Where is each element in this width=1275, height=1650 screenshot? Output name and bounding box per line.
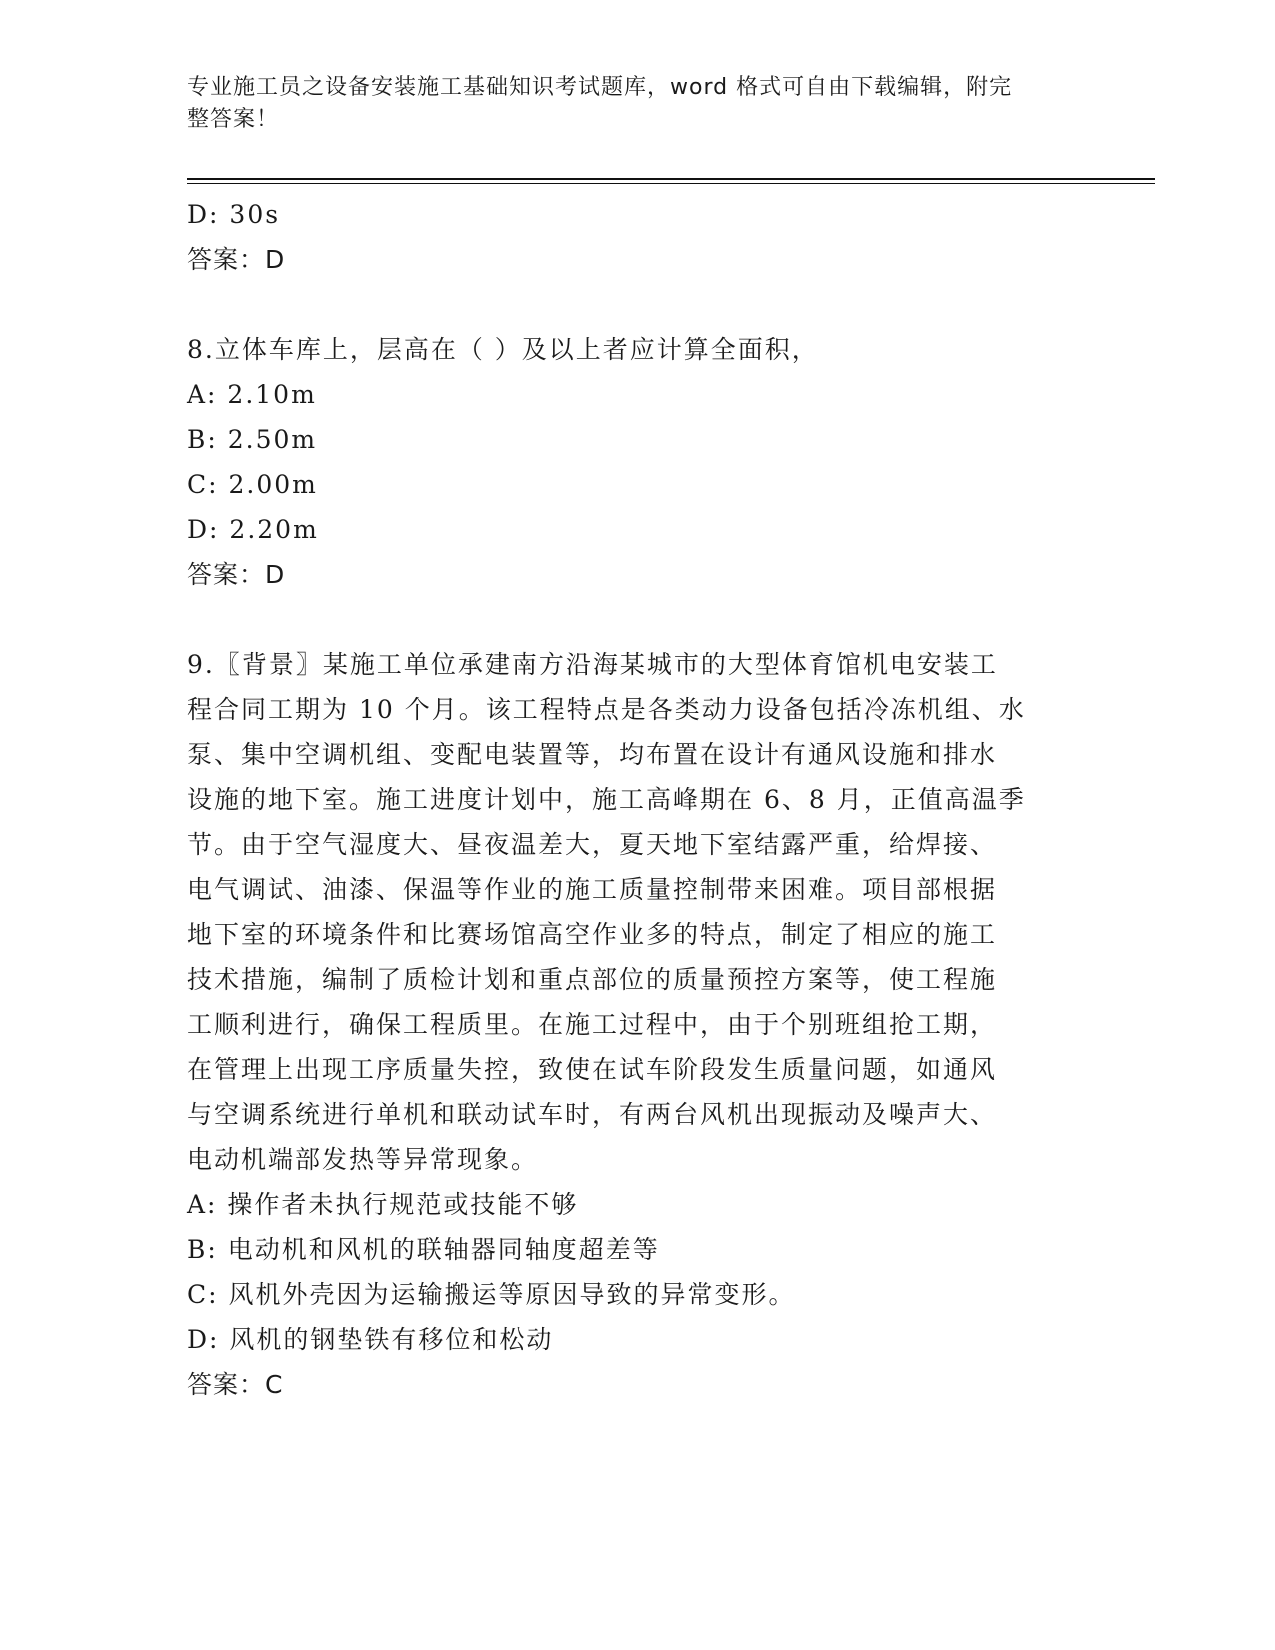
q9-option-c: C: 风机外壳因为运输搬运等原因导致的异常变形。 [187,1280,796,1309]
q9-option-d: D: 风机的钢垫铁有移位和松动 [187,1325,554,1354]
question-7-fragment [187,192,1087,282]
header-divider-thin [187,183,1155,184]
q9-question [187,642,1087,1182]
spacer [187,597,1087,642]
q9-question-line: 工顺利进行，确保工程质里。在施工过程中，由于个别班组抢工期， [187,1010,998,1039]
q9-question-line: 设施的地下室。施工进度计划中，施工高峰期在 6、8 月，正值高温季 [187,785,1026,814]
q9-question-line: 节。由于空气湿度大、昼夜温差大，夏天地下室结露严重，给焊接、 [187,830,998,859]
question-9 [187,642,1087,1407]
q9-question-line: 泵、集中空调机组、变配电装置等，均布置在设计有通风设施和排水 [187,740,998,769]
q9-question-line: 电动机端部发热等异常现象。 [187,1145,539,1174]
q7-answer: 答案：D [187,245,286,274]
q9-question-line: 与空调系统进行单机和联动试车时，有两台风机出现振动及噪声大、 [187,1100,998,1129]
document-body [187,192,1087,1407]
q8-answer: 答案：D [187,560,286,589]
header-line-2: 整答案！ [187,107,280,132]
q9-question-line: 电气调试、油漆、保温等作业的施工质量控制带来困难。项目部根据 [187,875,998,904]
question-8 [187,327,1087,597]
spacer [187,282,1087,327]
q9-question-line: 在管理上出现工序质量失控，致使在试车阶段发生质量问题，如通风 [187,1055,998,1084]
q8-option-b: B: 2.50m [187,425,318,454]
q8-question: 8.立体车库上，层高在（ ）及以上者应计算全面积， [187,335,819,364]
q8-option-c: C: 2.00m [187,470,318,499]
q8-option-d: D: 2.20m [187,515,319,544]
q9-answer: 答案：C [187,1370,284,1399]
q9-option-b: B: 电动机和风机的联轴器同轴度超差等 [187,1235,660,1264]
page-header [187,72,1067,136]
q9-question-line: 9.〖背景〗某施工单位承建南方沿海某城市的大型体育馆机电安装工 [187,650,998,679]
q9-option-a: A: 操作者未执行规范或技能不够 [187,1190,579,1219]
q9-question-line: 地下室的环境条件和比赛场馆高空作业多的特点，制定了相应的施工 [187,920,998,949]
q9-question-line: 程合同工期为 10 个月。该工程特点是各类动力设备包括冷冻机组、水 [187,695,1026,724]
header-divider-thick [187,178,1155,180]
q8-option-a: A: 2.10m [187,380,317,409]
q9-question-line: 技术措施，编制了质检计划和重点部位的质量预控方案等，使工程施 [187,965,998,994]
q7-option-d: D: 30s [187,200,281,229]
header-line-1: 专业施工员之设备安装施工基础知识考试题库，word 格式可自由下载编辑，附完 [187,75,1013,100]
